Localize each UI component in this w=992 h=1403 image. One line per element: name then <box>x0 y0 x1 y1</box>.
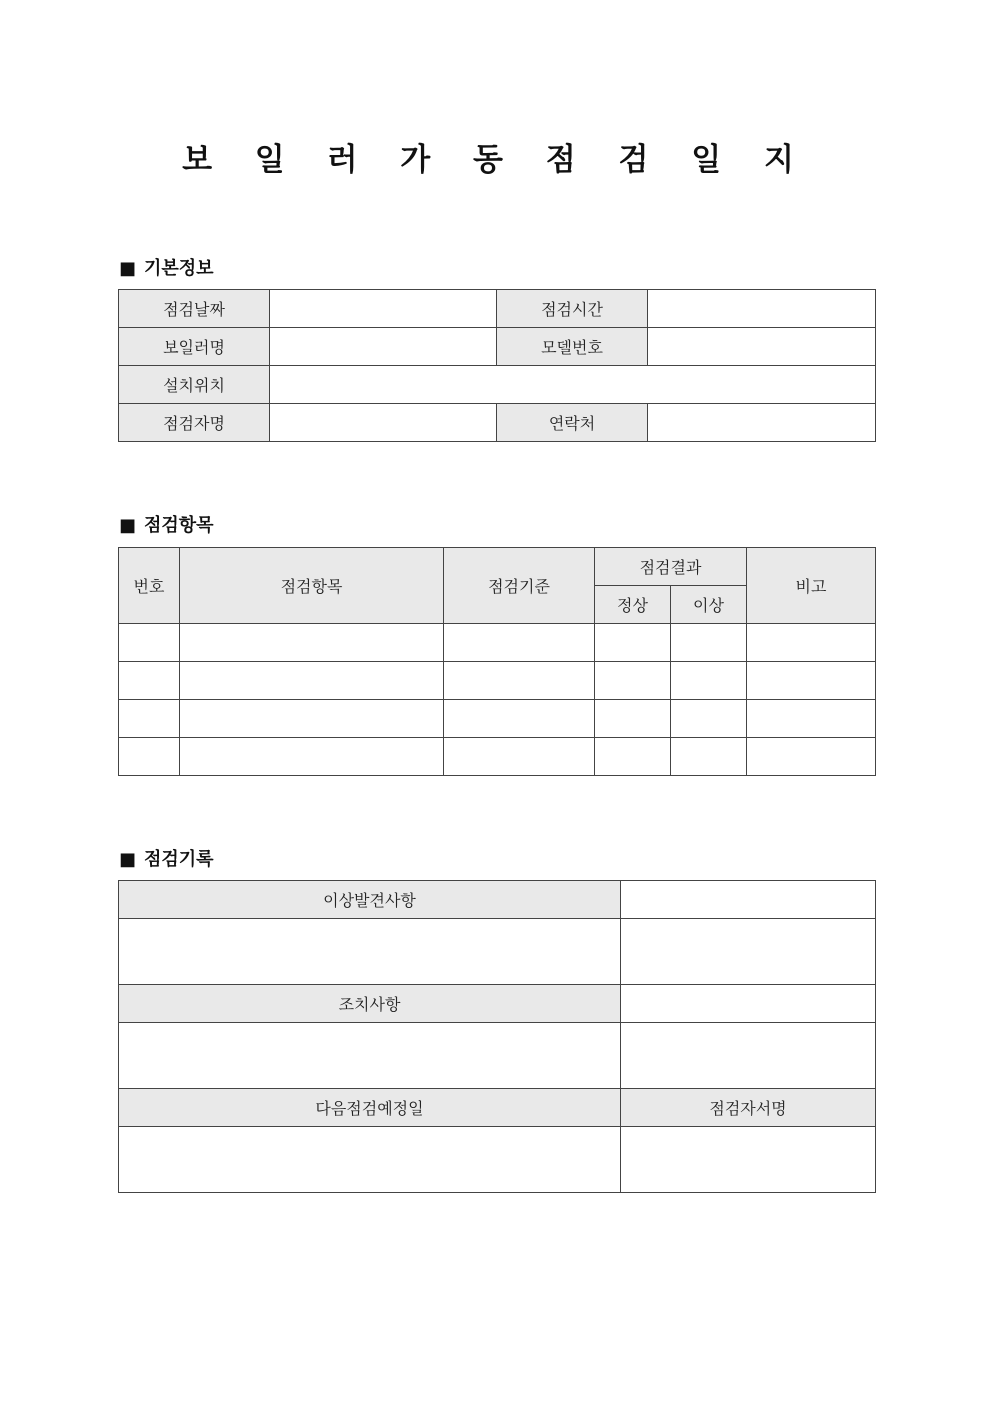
number-cell[interactable] <box>119 700 180 738</box>
abnormal-cell[interactable] <box>671 700 747 738</box>
model-number-field[interactable] <box>648 328 876 366</box>
col-header-remarks: 비고 <box>747 548 876 624</box>
next-inspection-date-field[interactable] <box>119 1127 621 1193</box>
item-cell[interactable] <box>180 624 444 662</box>
section-heading-basic-info: ■ 기본정보 <box>119 258 214 279</box>
normal-cell[interactable] <box>595 700 671 738</box>
normal-cell[interactable] <box>595 738 671 776</box>
item-cell[interactable] <box>180 738 444 776</box>
remarks-cell[interactable] <box>747 662 876 700</box>
col-header-number: 번호 <box>119 548 180 624</box>
label-actions-taken: 조치사항 <box>119 985 621 1023</box>
actions-taken-field[interactable] <box>119 1023 621 1089</box>
table-row <box>119 738 876 776</box>
number-cell[interactable] <box>119 624 180 662</box>
abnormal-cell[interactable] <box>671 738 747 776</box>
document-title: 보 일 러 가 동 점 검 일 지 <box>182 142 810 178</box>
col-header-abnormal: 이상 <box>671 586 747 624</box>
remarks-cell[interactable] <box>747 738 876 776</box>
abnormal-cell[interactable] <box>671 624 747 662</box>
inspector-signature-field[interactable] <box>621 1127 876 1193</box>
square-bullet-icon: ■ <box>119 849 137 870</box>
col-header-result: 점검결과 <box>595 548 747 586</box>
standard-cell[interactable] <box>444 738 595 776</box>
inspection-date-field[interactable] <box>270 290 497 328</box>
col-header-standard: 점검기준 <box>444 548 595 624</box>
contact-field[interactable] <box>648 404 876 442</box>
label-install-location: 설치위치 <box>119 366 270 404</box>
normal-cell[interactable] <box>595 624 671 662</box>
label-boiler-name: 보일러명 <box>119 328 270 366</box>
square-bullet-icon: ■ <box>119 515 137 536</box>
actions-taken-side-field[interactable] <box>621 985 876 1023</box>
label-contact: 연락처 <box>497 404 648 442</box>
table-row <box>119 700 876 738</box>
label-abnormal-findings: 이상발견사항 <box>119 881 621 919</box>
label-inspection-time: 점검시간 <box>497 290 648 328</box>
label-next-inspection-date: 다음점검예정일 <box>119 1089 621 1127</box>
abnormal-findings-side-field[interactable] <box>621 881 876 919</box>
label-inspector-name: 점검자명 <box>119 404 270 442</box>
abnormal-findings-field[interactable] <box>119 919 621 985</box>
col-header-item: 점검항목 <box>180 548 444 624</box>
label-model-number: 모델번호 <box>497 328 648 366</box>
remarks-cell[interactable] <box>747 624 876 662</box>
standard-cell[interactable] <box>444 662 595 700</box>
remarks-cell[interactable] <box>747 700 876 738</box>
install-location-field[interactable] <box>270 366 876 404</box>
section-heading-inspection-record: ■ 점검기록 <box>119 849 214 870</box>
standard-cell[interactable] <box>444 624 595 662</box>
number-cell[interactable] <box>119 738 180 776</box>
boiler-name-field[interactable] <box>270 328 497 366</box>
inspection-items-table <box>118 547 876 776</box>
item-cell[interactable] <box>180 662 444 700</box>
label-inspection-date: 점검날짜 <box>119 290 270 328</box>
normal-cell[interactable] <box>595 662 671 700</box>
section-heading-inspection-items: ■ 점검항목 <box>119 515 214 536</box>
standard-cell[interactable] <box>444 700 595 738</box>
col-header-normal: 정상 <box>595 586 671 624</box>
actions-taken-side-body[interactable] <box>621 1023 876 1089</box>
square-bullet-icon: ■ <box>119 258 137 279</box>
abnormal-findings-side-body[interactable] <box>621 919 876 985</box>
inspector-name-field[interactable] <box>270 404 497 442</box>
table-row <box>119 662 876 700</box>
basic-info-table <box>118 289 876 442</box>
number-cell[interactable] <box>119 662 180 700</box>
abnormal-cell[interactable] <box>671 662 747 700</box>
item-cell[interactable] <box>180 700 444 738</box>
inspection-record-table <box>118 880 876 1193</box>
label-inspector-signature: 점검자서명 <box>621 1089 876 1127</box>
table-row <box>119 624 876 662</box>
inspection-time-field[interactable] <box>648 290 876 328</box>
